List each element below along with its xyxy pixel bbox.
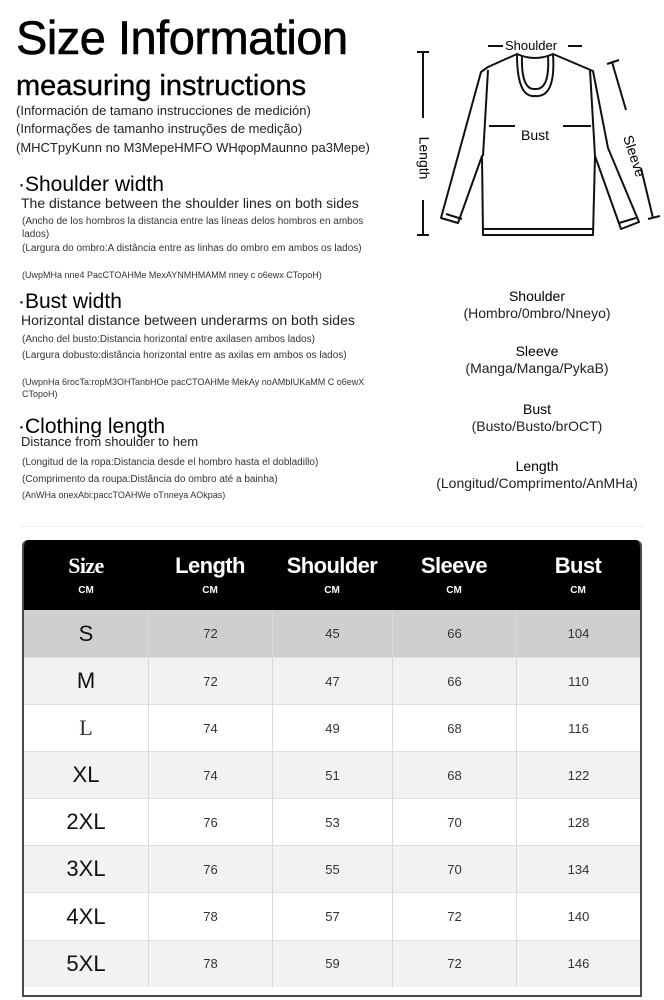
cell-bust: 128 <box>516 799 640 845</box>
cell-shoulder: 57 <box>272 893 392 939</box>
table-row <box>24 845 640 892</box>
cell-shoulder: 59 <box>272 941 392 987</box>
shoulder-width-pt: (Largura do ombro:A distância entre as linhas do ombro em ambos os lados) <box>22 243 362 254</box>
diagram-length-label: Length <box>416 136 433 180</box>
column-unit: CM <box>570 584 586 596</box>
shoulder-width-heading: ·Shoulder width <box>18 173 164 196</box>
cell-bust: 134 <box>516 846 640 892</box>
column-label: Size <box>68 552 104 578</box>
page-title: Size Information <box>16 11 348 64</box>
column-label: Sleeve <box>420 552 488 578</box>
cell-sleeve: 70 <box>392 846 516 892</box>
cell-size: 3XL <box>66 856 106 882</box>
legend-length-translation: (Longitud/Comprimento/AnMHa) <box>436 474 638 491</box>
table-row <box>24 798 640 845</box>
clothing-length-description: Distance from shoulder to hem <box>21 434 199 449</box>
table-header <box>24 540 640 610</box>
cell-size: 5XL <box>66 950 106 976</box>
table-row <box>24 940 640 987</box>
cell-bust: 104 <box>516 610 640 657</box>
cell-size: 2XL <box>66 809 106 835</box>
cell-bust: 140 <box>516 893 640 939</box>
column-label: Shoulder <box>286 552 378 578</box>
column-header-sleeve <box>392 540 516 610</box>
legend-length-name: Length <box>515 458 559 474</box>
table-row <box>24 704 640 751</box>
cell-sleeve: 72 <box>392 893 516 939</box>
cell-size: L <box>79 715 93 741</box>
column-header-length <box>148 540 272 610</box>
cell-sleeve: 68 <box>392 705 516 751</box>
column-header-size <box>24 540 148 610</box>
clothing-length-ru: (AnWHa onexAbi:paccTOAHWe oTnneya AOkpas) <box>22 490 226 500</box>
cell-length: 74 <box>148 705 272 751</box>
cell-size: XL <box>72 762 100 788</box>
column-unit: CM <box>446 584 462 596</box>
column-label: Length <box>175 552 245 578</box>
legend-sleeve <box>410 343 664 377</box>
bust-width-description: Horizontal distance between underarms on both sides <box>21 312 355 328</box>
column-label: Bust <box>554 552 602 578</box>
clothing-length-es: (Longitud de la ropa:Distancia desde el hombro hasta el dobladillo) <box>22 457 319 468</box>
cell-length: 72 <box>148 658 272 704</box>
clothing-length-heading: ·Clothing length <box>18 415 166 438</box>
section-divider <box>20 526 644 527</box>
cell-shoulder: 55 <box>272 846 392 892</box>
shoulder-width-ru: (UwpMHa nne4 PacCTOAHMe MexAYNMHMAMM nney c o6ewx CTopoH) <box>22 270 322 280</box>
subtitle-translation-pt: (Informações de tamanho instruções de medição) <box>16 121 303 136</box>
legend-shoulder-translation: (Hombro/0mbro/Nneyo) <box>463 304 611 321</box>
shirt-measurement-diagram <box>405 28 664 268</box>
cell-bust: 110 <box>516 658 640 704</box>
column-unit: CM <box>202 584 218 596</box>
legend-length <box>410 458 664 492</box>
cell-sleeve: 70 <box>392 799 516 845</box>
legend-bust-name: Bust <box>522 401 551 417</box>
cell-size: M <box>76 668 96 694</box>
cell-sleeve: 66 <box>392 610 516 657</box>
bust-width-pt: (Largura dobusto:distância horizontal entre as axilas em ambos os lados) <box>22 350 347 361</box>
cell-length: 78 <box>148 893 272 939</box>
cell-bust: 122 <box>516 752 640 798</box>
page-subtitle: measuring instructions <box>16 70 307 102</box>
shoulder-width-description: The distance between the shoulder lines on both sides <box>21 195 359 211</box>
column-header-bust <box>516 540 640 610</box>
legend-shoulder-name: Shoulder <box>508 288 566 304</box>
cell-size: 4XL <box>66 903 106 929</box>
bust-width-ru: (UwpnHa 6rocTa:ropM3OHTanbHOe pacCTOAHMe MekAy noAMbIUKaMM C o6ewX CTopoH) <box>22 377 365 399</box>
cell-shoulder: 47 <box>272 658 392 704</box>
cell-sleeve: 68 <box>392 752 516 798</box>
table-row <box>24 657 640 704</box>
cell-length: 76 <box>148 846 272 892</box>
cell-bust: 116 <box>516 705 640 751</box>
shoulder-width-es: (Ancho de los hombros la distancia entre las líneas delos hombros en ambos lados) <box>22 216 364 240</box>
legend-sleeve-translation: (Manga/Manga/PykaB) <box>465 359 609 376</box>
bust-width-es: (Ancho del busto:Distancia horizontal entre axilasen ambos lados) <box>22 334 315 345</box>
table-row <box>24 892 640 939</box>
cell-shoulder: 51 <box>272 752 392 798</box>
legend-bust <box>410 401 664 435</box>
column-unit: CM <box>324 584 340 596</box>
table-row <box>24 610 640 657</box>
subtitle-translation-es: (Información de tamano instrucciones de medición) <box>16 103 311 118</box>
cell-length: 76 <box>148 799 272 845</box>
cell-length: 78 <box>148 941 272 987</box>
cell-shoulder: 45 <box>272 610 392 657</box>
subtitle-translation-ru: (MHCTpyKunn no M3MepeHMFO WHφopMaunno pa3Mepe) <box>16 140 370 155</box>
cell-shoulder: 49 <box>272 705 392 751</box>
cell-sleeve: 72 <box>392 941 516 987</box>
legend-shoulder <box>410 288 664 322</box>
diagram-shoulder-label: Shoulder <box>505 38 558 53</box>
diagram-bust-label: Bust <box>521 127 550 143</box>
cell-sleeve: 66 <box>392 658 516 704</box>
size-table <box>22 540 642 997</box>
cell-bust: 146 <box>516 941 640 987</box>
legend-bust-translation: (Busto/Busto/brOCT) <box>471 417 603 434</box>
diagram-sleeve-label: Sleeve <box>620 133 649 179</box>
clothing-length-pt: (Comprimento da roupa:Distância do ombro até a bainha) <box>22 474 278 485</box>
column-unit: CM <box>78 584 94 596</box>
table-row <box>24 751 640 798</box>
legend-sleeve-name: Sleeve <box>515 343 559 359</box>
column-header-shoulder <box>272 540 392 610</box>
cell-shoulder: 53 <box>272 799 392 845</box>
cell-size: S <box>78 620 94 646</box>
cell-length: 74 <box>148 752 272 798</box>
cell-length: 72 <box>148 610 272 657</box>
bust-width-heading: ·Bust width <box>18 290 122 313</box>
